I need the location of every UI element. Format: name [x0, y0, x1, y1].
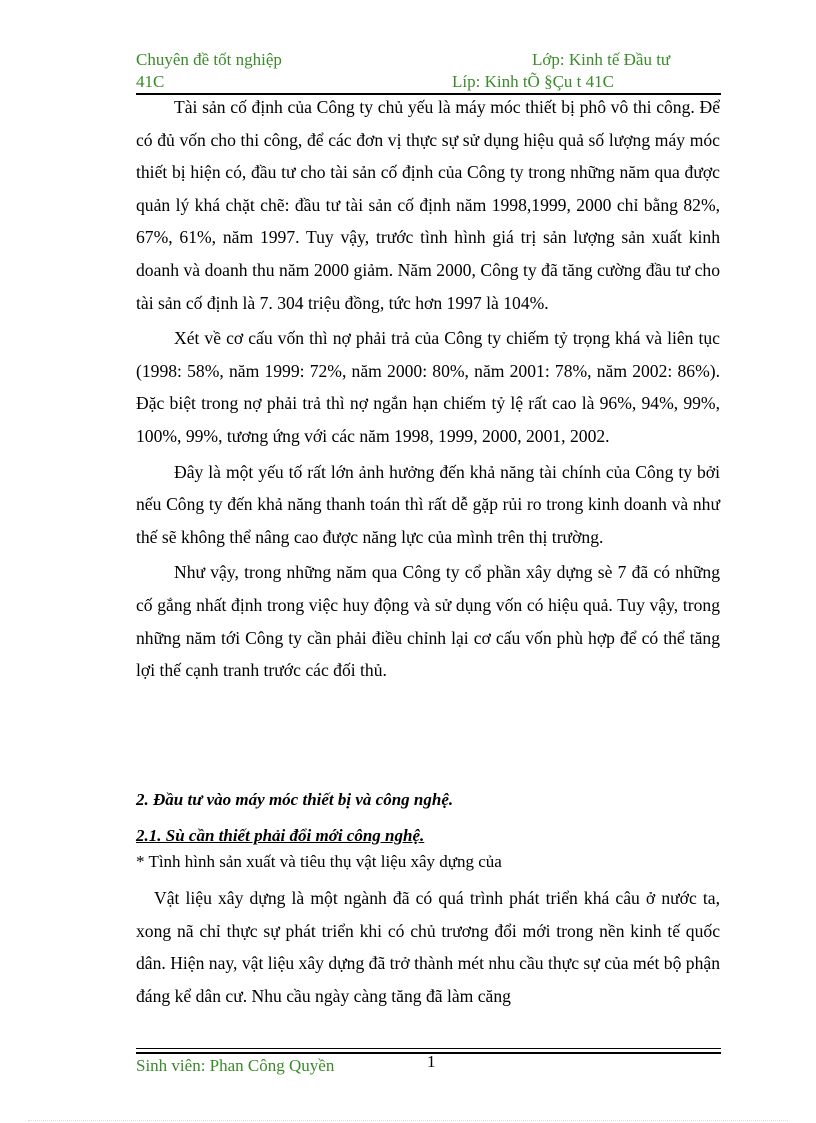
footer-student-name: Sinh viên: Phan Công Quyền: [136, 1056, 335, 1075]
paragraph-fixed-assets: Tài sản cố định của Công ty chủ yếu là máy móc thiết bị phô vô thi công. Để có đủ vốn cho thi công, để các đơn vị thực sự sử dụng hiệu quả số lượng máy móc thiết bị hiện có, đầu tư cho tài sản cố định của Công ty trong những năm qua được quản lý khá chặt chẽ: đầu tư tài sản cố định năm 1998,1999, 2000 chỉ bằng 82%, 67%, 61%, năm 1997. Tuy vậy, trước tình hình giá trị sản lượng sản xuất kinh doanh và doanh thu năm 2000 giảm. Năm 2000, Công ty đã tăng cường đầu tư cho tài sản cố định là 7. 304 triệu đồng, tức hơn 1997 là 104%.: [136, 97, 720, 313]
document-body: [136, 91, 720, 690]
section-heading-2-1: 2.1. Sù cần thiết phải đổi mới công nghệ.: [136, 826, 425, 845]
page-edge-divider: [28, 1120, 788, 1121]
paragraph-capital-structure: Xét về cơ cấu vốn thì nợ phải trả của Công ty chiếm tỷ trọng khá và liên tục (1998: 58%, năm 1999: 72%, năm 2000: 80%, năm 2001: 78%, năm 2002: 86%). Đặc biệt trong nợ phải trả thì nợ ngắn hạn chiếm tỷ lệ rất cao là 96%, 94%, 99%, 100%, 99%, tương ứng với các năm 1998, 1999, 2000, 2001, 2002.: [136, 328, 720, 446]
bullet-line: * Tình hình sản xuất và tiêu thụ vật liệu xây dựng của: [136, 852, 502, 871]
header-class-encoded-right: Líp: Kinh tÕ §Çu t 41C: [452, 72, 614, 91]
header-class-right: Lớp: Kinh tế Đầu tư: [532, 50, 671, 69]
page-number: 1: [427, 1052, 436, 1071]
footer-rule-top: [136, 1048, 721, 1049]
paragraph-conclusion: Như vậy, trong những năm qua Công ty cổ phần xây dựng sè 7 đã có những cố gắng nhất định trong việc huy động và sử dụng vốn có hiệu quả. Tuy vậy, trong những năm tới Công ty cần phải điều chỉnh lại cơ cấu vốn phù hợp để có thể tăng lợi thế cạnh tranh trước các đối thủ.: [136, 562, 720, 681]
paragraph-materials-text: Vật liệu xây dựng là một ngành đã có quá trình phát triển khá câu ở nước ta, xong nã chỉ thực sự phát triển khi có chủ trương đổi mới trong nền kinh tế quốc dân. Hiện nay, vật liệu xây dựng đã trở thành mét nhu cầu thực sự của mét bộ phận đáng kể dân cư. Nhu cầu ngày càng tăng đã làm căng: [136, 888, 720, 1006]
header-class-code-left: 41C: [136, 72, 165, 91]
paragraph-materials: [136, 882, 720, 1012]
header-title-left: Chuyên đề tốt nghiệp: [136, 50, 282, 69]
paragraph-financial-risk: Đây là một yếu tố rất lớn ảnh hưởng đến khả năng tài chính của Công ty bởi nếu Công ty đến khả năng thanh toán thì rất dễ gặp rủi ro trong kinh doanh và như thế sẽ không thể nâng cao được năng lực của mình trên thị trường.: [136, 461, 720, 547]
section-heading-2: 2. Đầu tư vào máy móc thiết bị và công nghệ.: [136, 790, 454, 809]
